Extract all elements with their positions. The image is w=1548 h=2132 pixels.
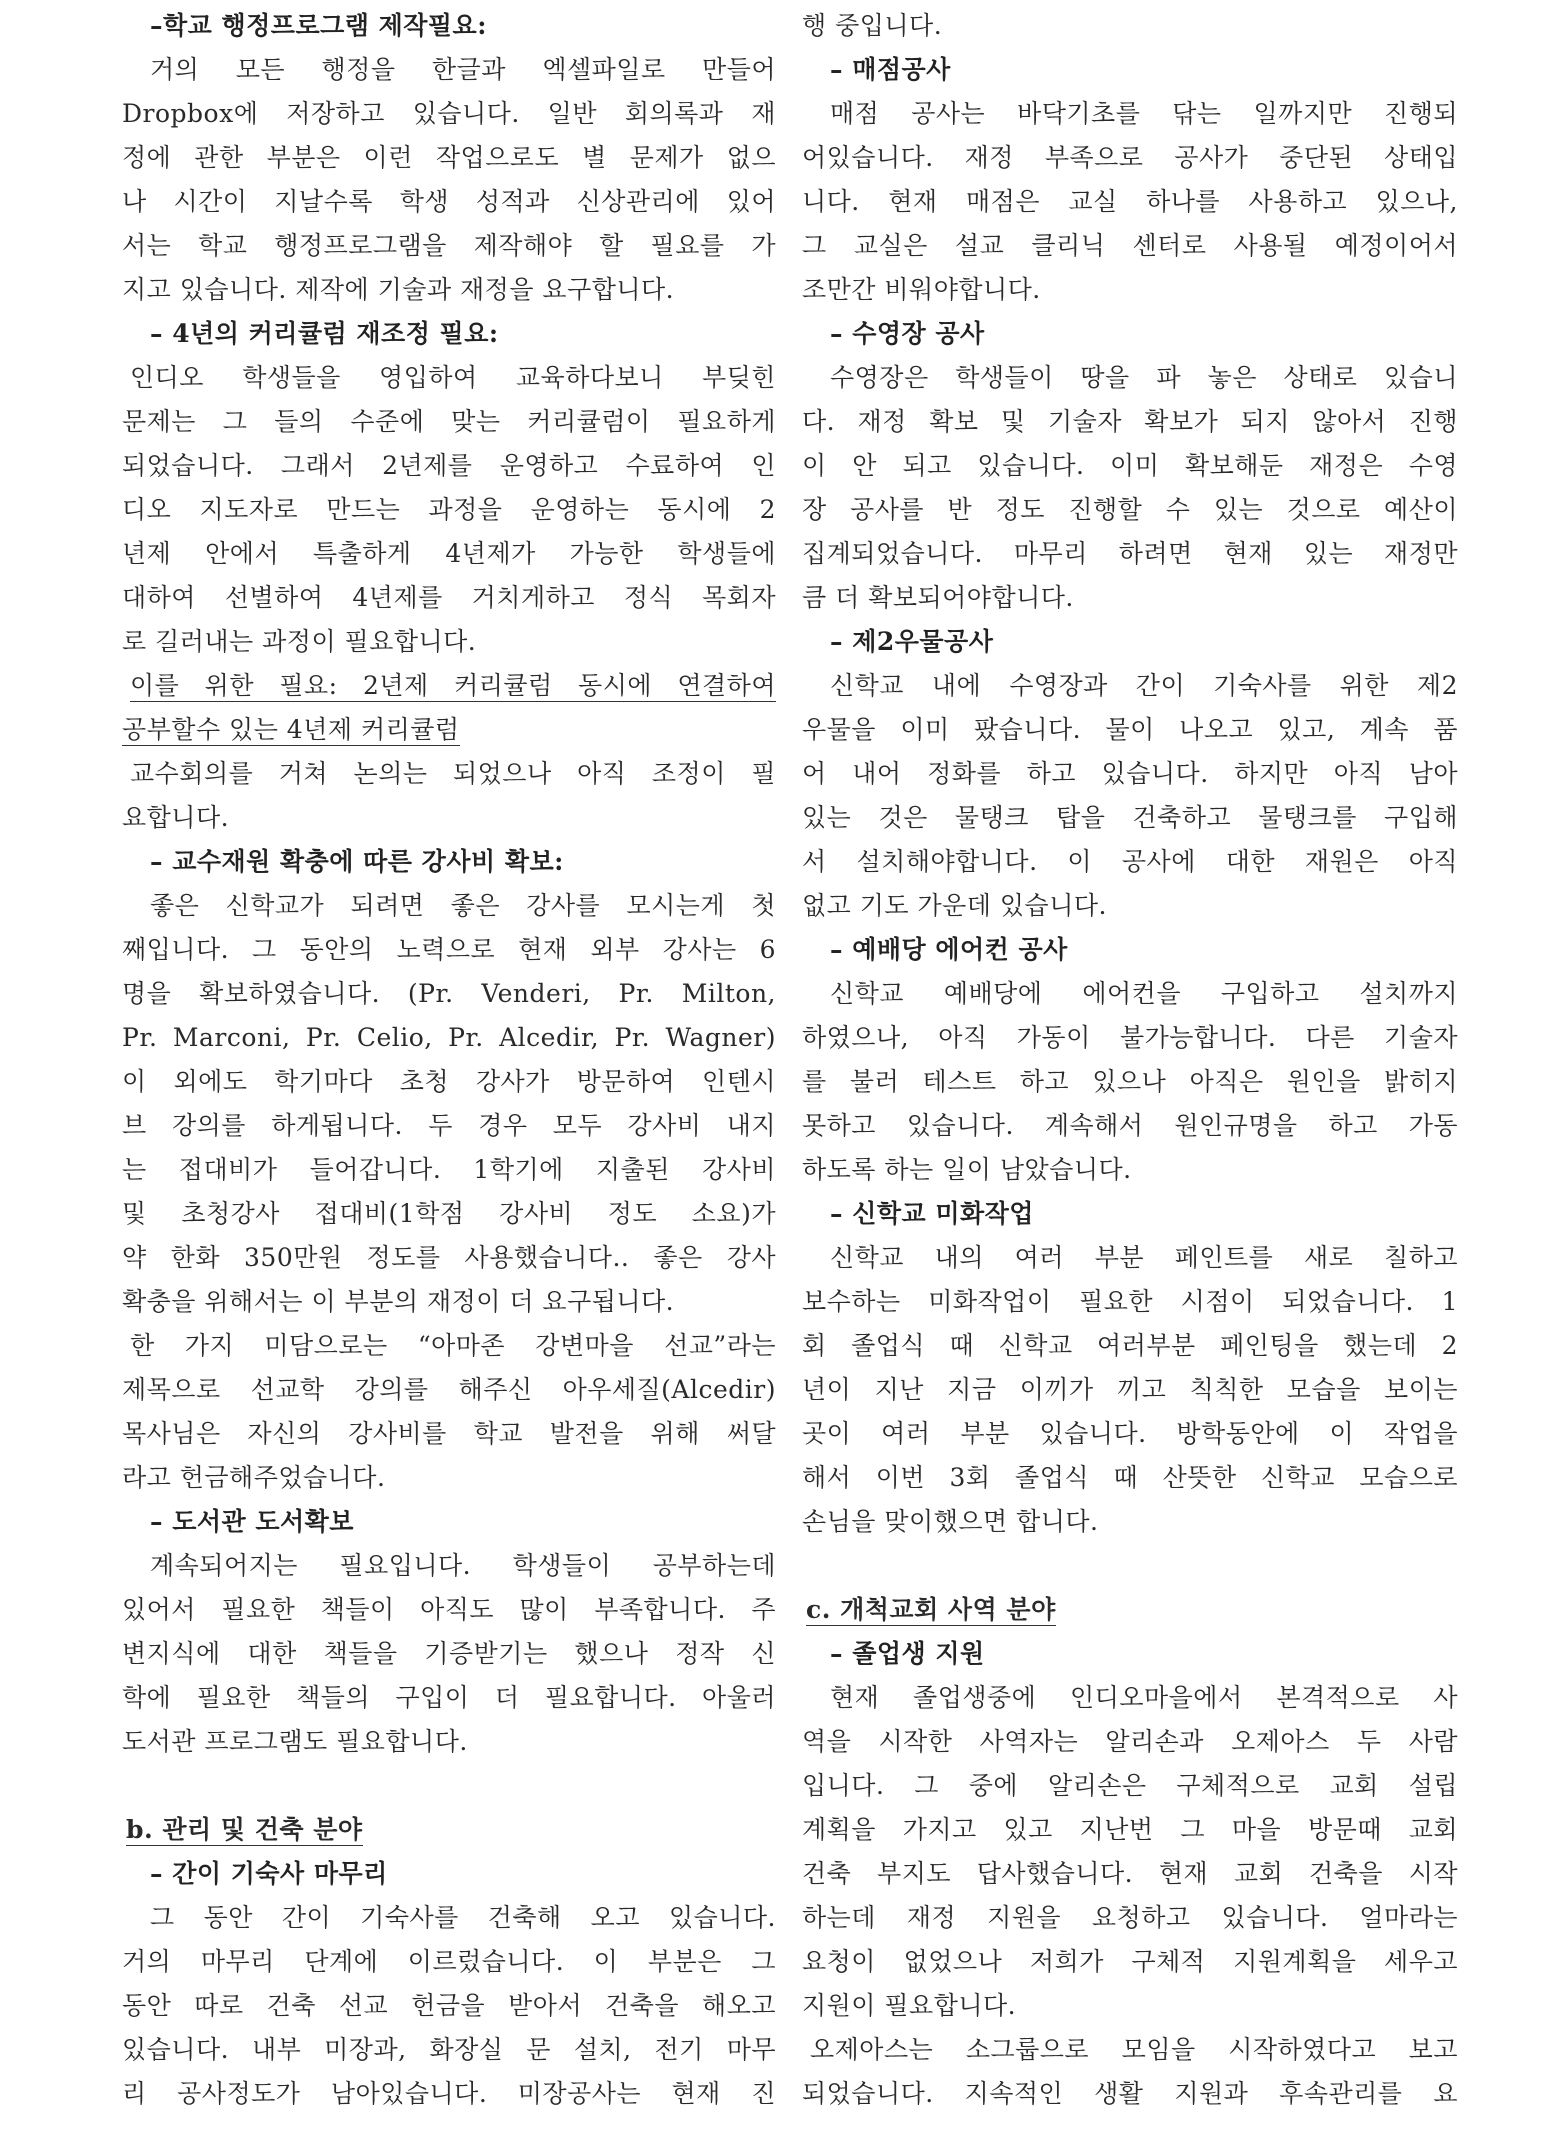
underlined-text: 이를 위한 필요: 2년제 커리큘럼 동시에 연결하여 <box>130 671 776 700</box>
paragraph <box>802 664 1458 928</box>
text-line: 및 초청강사 접대비(1학점 강사비 정도 소요)가 <box>122 1199 776 1228</box>
item-heading: – 졸업생 지원 <box>830 1639 985 1668</box>
item-heading: – 4년의 커리큘럼 재조정 필요: <box>150 319 499 348</box>
text-line: 있는 것은 물탱크 탑을 건축하고 물탱크를 구입해 <box>802 803 1458 832</box>
text-line: 오제아스는 소그룹으로 모임을 시작하였다고 보고 <box>810 2035 1458 2064</box>
paragraph <box>122 1544 776 1764</box>
text-line: 그 동안 간이 기숙사를 건축해 오고 있습니다. <box>150 1903 776 1932</box>
text-line: 니다. 현재 매점은 교실 하나를 사용하고 있으나, <box>802 187 1458 216</box>
section-heading-text: c. 개척교회 사역 분야 <box>806 1595 1056 1624</box>
text-line: 를 불러 테스트 하고 있으나 아직은 원인을 밝히지 <box>802 1067 1458 1096</box>
text-line: 매점 공사는 바닥기초를 닦는 일까지만 진행되 <box>830 99 1458 128</box>
text-line: 로 길러내는 과정이 필요합니다. <box>122 627 477 656</box>
right-column <box>802 4 1458 2116</box>
paragraph <box>802 4 1458 48</box>
item-heading: – 제2우물공사 <box>830 627 994 656</box>
paragraph <box>802 1676 1458 2028</box>
paragraph <box>802 1236 1458 1544</box>
text-line: 우물을 이미 팠습니다. 물이 나오고 있고, 계속 품 <box>802 715 1458 744</box>
paragraph <box>802 356 1458 620</box>
text-line: 수영장은 학생들이 땅을 파 놓은 상태로 있습니 <box>830 363 1458 392</box>
text-line: 는 접대비가 들어갑니다. 1학기에 지출된 강사비 <box>122 1155 776 1184</box>
text-line: 신학교 내에 수영장과 간이 기숙사를 위한 제2 <box>830 671 1458 700</box>
item-heading: – 신학교 미화작업 <box>830 1199 1034 1228</box>
text-line: 없고 기도 가운데 있습니다. <box>802 891 1107 920</box>
paragraph <box>122 1324 776 1500</box>
text-line: 계획을 가지고 있고 지난번 그 마을 방문때 교회 <box>802 1815 1458 1844</box>
text-line: 라고 헌금해주었습니다. <box>122 1463 386 1492</box>
text-line: 어있습니다. 재정 부족으로 공사가 중단된 상태입 <box>802 143 1458 172</box>
text-line: 명을 확보하였습니다. (Pr. Venderi, Pr. Milton, <box>122 979 776 1008</box>
text-line: 있어서 필요한 책들이 아직도 많이 부족합니다. 주 <box>122 1595 776 1624</box>
text-line: 행 중입니다. <box>802 11 943 40</box>
text-line: 곳이 여러 부분 있습니다. 방학동안에 이 작업을 <box>802 1419 1458 1448</box>
text-line: 브 강의를 하게됩니다. 두 경우 모두 강사비 내지 <box>122 1111 776 1140</box>
text-line: 년제 안에서 특출하게 4년제가 가능한 학생들에 <box>122 539 776 568</box>
paragraph <box>122 884 776 1324</box>
text-line: 정에 관한 부분은 이런 작업으로도 별 문제가 없으 <box>122 143 776 172</box>
text-line: 한 가지 미담으로는 “아마존 강변마을 선교”라는 <box>130 1331 776 1360</box>
text-line: 큼 더 확보되어야합니다. <box>802 583 1074 612</box>
text-line: 건축 부지도 답사했습니다. 현재 교회 건축을 시작 <box>802 1859 1458 1888</box>
text-line: 하였으나, 아직 가동이 불가능합니다. 다른 기술자 <box>802 1023 1458 1052</box>
text-line: 동안 따로 건축 선교 헌금을 받아서 건축을 해오고 <box>122 1991 776 2020</box>
text-line: 서는 학교 행정프로그램을 제작해야 할 필요를 가 <box>122 231 776 260</box>
text-line: 이 안 되고 있습니다. 이미 확보해둔 재정은 수영 <box>802 451 1458 480</box>
text-line: 손님을 맞이했으면 합니다. <box>802 1507 1099 1536</box>
text-line: 집계되었습니다. 마무리 하려면 현재 있는 재정만 <box>802 539 1458 568</box>
paragraph <box>122 48 776 312</box>
text-line: 문제는 그 들의 수준에 맞는 커리큘럼이 필요하게 <box>122 407 776 436</box>
text-line: 학에 필요한 책들의 구입이 더 필요합니다. 아울러 <box>122 1683 776 1712</box>
text-line: 리 공사정도가 남아있습니다. 미장공사는 현재 진 <box>122 2079 776 2108</box>
text-line: 신학교 내의 여러 부분 페인트를 새로 칠하고 <box>830 1243 1458 1272</box>
left-column <box>122 4 776 2116</box>
text-line: 디오 지도자로 만드는 과정을 운영하는 동시에 2 <box>122 495 776 524</box>
spacer <box>122 1764 776 1808</box>
text-line: 거의 마무리 단계에 이르렀습니다. 이 부분은 그 <box>122 1947 776 1976</box>
text-line: 역을 시작한 사역자는 알리손과 오제아스 두 사람 <box>802 1727 1458 1756</box>
underlined-line <box>122 664 776 708</box>
text-line: 보수하는 미화작업이 필요한 시점이 되었습니다. 1 <box>802 1287 1458 1316</box>
underlined-line <box>122 708 776 752</box>
paragraph <box>122 356 776 664</box>
paragraph <box>122 752 776 840</box>
text-line: 목사님은 자신의 강사비를 학교 발전을 위해 써달 <box>122 1419 776 1448</box>
paragraph <box>802 2028 1458 2116</box>
text-line: 장 공사를 반 정도 진행할 수 있는 것으로 예산이 <box>802 495 1458 524</box>
section-heading <box>802 1588 1458 1632</box>
text-line: Pr. Marconi, Pr. Celio, Pr. Alcedir, Pr. Wagner) <box>122 1023 776 1052</box>
text-line: 대하여 선별하여 4년제를 거치게하고 정식 목회자 <box>122 583 776 612</box>
text-line: 요합니다. <box>122 803 230 832</box>
text-line: 년이 지난 지금 이끼가 끼고 칙칙한 모습을 보이는 <box>802 1375 1458 1404</box>
text-line: 조만간 비워야합니다. <box>802 275 1041 304</box>
text-line: 지고 있습니다. 제작에 기술과 재정을 요구합니다. <box>122 275 675 304</box>
item-heading: – 예배당 에어컨 공사 <box>830 935 1068 964</box>
text-line: 그 교실은 설교 클리닉 센터로 사용될 예정이어서 <box>802 231 1458 260</box>
text-line: 나 시간이 지날수록 학생 성적과 신상관리에 있어 <box>122 187 776 216</box>
text-line: 회 졸업식 때 신학교 여러부분 페인팅을 했는데 2 <box>802 1331 1458 1360</box>
text-line: 신학교 예배당에 에어컨을 구입하고 설치까지 <box>830 979 1458 1008</box>
text-line: 변지식에 대한 책들을 기증받기는 했으나 정작 신 <box>122 1639 776 1668</box>
text-line: 지원이 필요합니다. <box>802 1991 1017 2020</box>
text-line: 째입니다. 그 동안의 노력으로 현재 외부 강사는 6 <box>122 935 776 964</box>
text-line: 다. 재정 확보 및 기술자 확보가 되지 않아서 진행 <box>802 407 1458 436</box>
text-line: 요청이 없었으나 저희가 구체적 지원계획을 세우고 <box>802 1947 1458 1976</box>
text-line: 제목으로 선교학 강의를 해주신 아우세질(Alcedir) <box>122 1375 776 1404</box>
paragraph <box>122 1896 776 2116</box>
text-line: Dropbox에 저장하고 있습니다. 일반 회의록과 재 <box>122 99 776 128</box>
text-line: 서 설치해야합니다. 이 공사에 대한 재원은 아직 <box>802 847 1458 876</box>
item-heading: – 매점공사 <box>830 55 951 84</box>
item-heading: – 도서관 도서확보 <box>150 1507 354 1536</box>
text-line: 하도록 하는 일이 남았습니다. <box>802 1155 1132 1184</box>
text-line: 교수회의를 거쳐 논의는 되었으나 아직 조정이 필 <box>130 759 776 788</box>
text-line: 해서 이번 3회 졸업식 때 산뜻한 신학교 모습으로 <box>802 1463 1458 1492</box>
text-line: 되었습니다. 그래서 2년제를 운영하고 수료하여 인 <box>122 451 776 480</box>
text-line: 있습니다. 내부 미장과, 화장실 문 설치, 전기 마무 <box>122 2035 776 2064</box>
item-heading: – 수영장 공사 <box>830 319 985 348</box>
spacer <box>802 1544 1458 1588</box>
item-heading: – 간이 기숙사 마무리 <box>150 1859 388 1888</box>
text-line: 계속되어지는 필요입니다. 학생들이 공부하는데 <box>150 1551 776 1580</box>
text-line: 현재 졸업생중에 인디오마을에서 본격적으로 사 <box>830 1683 1458 1712</box>
underlined-note <box>122 664 776 752</box>
text-line: 좋은 신학교가 되려면 좋은 강사를 모시는게 첫 <box>150 891 776 920</box>
text-line: 되었습니다. 지속적인 생활 지원과 후속관리를 요 <box>802 2079 1458 2108</box>
item-heading: –학교 행정프로그램 제작필요: <box>150 11 487 40</box>
text-line: 하는데 재정 지원을 요청하고 있습니다. 얼마라는 <box>802 1903 1458 1932</box>
text-line: 확충을 위해서는 이 부분의 재정이 더 요구됩니다. <box>122 1287 675 1316</box>
paragraph <box>802 92 1458 312</box>
text-line: 거의 모든 행정을 한글과 엑셀파일로 만들어 <box>150 55 776 84</box>
text-line: 이 외에도 학기마다 초청 강사가 방문하여 인텐시 <box>122 1067 776 1096</box>
section-heading <box>122 1808 776 1852</box>
item-heading: – 교수재원 확충에 따른 강사비 확보: <box>150 847 564 876</box>
text-line: 어 내어 정화를 하고 있습니다. 하지만 아직 남아 <box>802 759 1458 788</box>
text-line: 못하고 있습니다. 계속해서 원인규명을 하고 가동 <box>802 1111 1458 1140</box>
text-line: 약 한화 350만원 정도를 사용했습니다.. 좋은 강사 <box>122 1243 776 1272</box>
paragraph <box>802 972 1458 1192</box>
text-line: 입니다. 그 중에 알리손은 구체적으로 교회 설립 <box>802 1771 1458 1800</box>
text-line: 인디오 학생들을 영입하여 교육하다보니 부딪힌 <box>130 363 776 392</box>
section-heading-text: b. 관리 및 건축 분야 <box>126 1815 363 1844</box>
text-line: 도서관 프로그램도 필요합니다. <box>122 1727 468 1756</box>
underlined-text: 공부할수 있는 4년제 커리큘럼 <box>122 715 460 744</box>
